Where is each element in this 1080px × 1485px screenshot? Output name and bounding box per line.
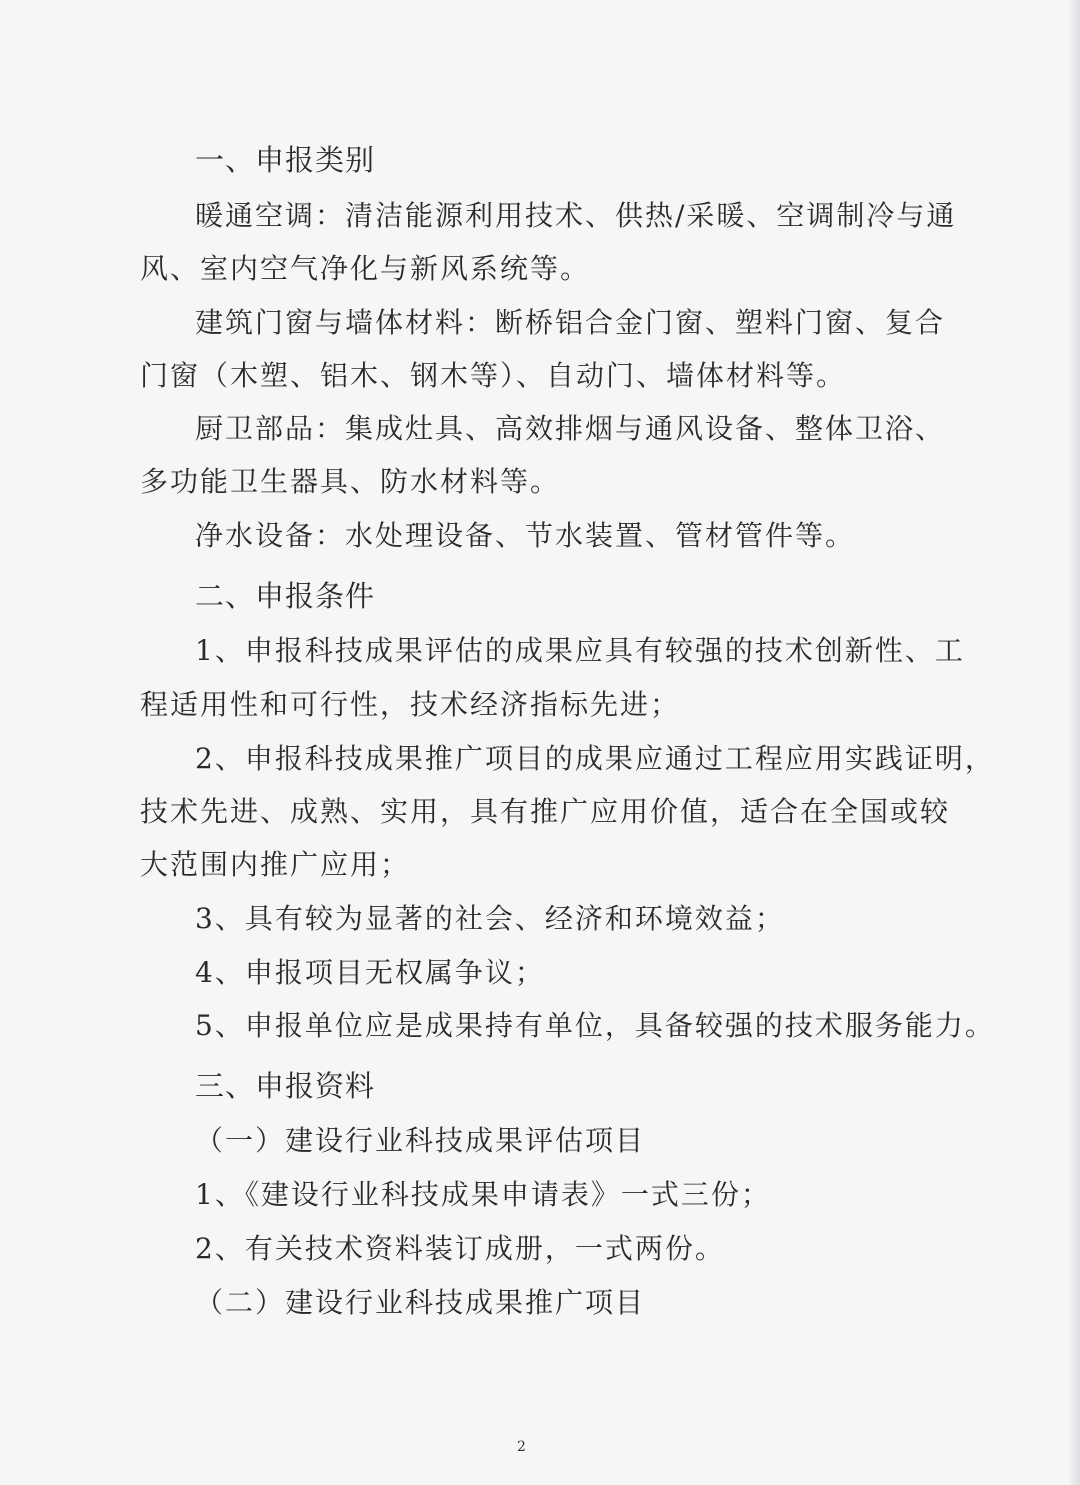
paragraph-line: 4、申报项目无权属争议； — [195, 956, 545, 989]
section-heading-conditions: 二、申报条件 — [195, 579, 376, 613]
paragraph-line: 净水设备：水处理设备、节水装置、管材管件等。 — [195, 519, 856, 552]
paragraph-line: 程适用性和可行性，技术经济指标先进； — [140, 688, 681, 721]
subheading-promotion: （二）建设行业科技成果推广项目 — [195, 1286, 646, 1319]
paragraph-line: 2、申报科技成果推广项目的成果应通过工程应用实践证明， — [195, 742, 995, 775]
paragraph-line: 风、室内空气净化与新风系统等。 — [140, 252, 591, 285]
paragraph-line: 2、有关技术资料装订成册，一式两份。 — [195, 1232, 725, 1265]
paragraph-line: 大范围内推广应用； — [140, 848, 411, 881]
page-number: 2 — [517, 1439, 526, 1455]
paragraph-line: 技术先进、成熟、实用，具有推广应用价值，适合在全国或较 — [140, 795, 951, 828]
paragraph-line: 厨卫部品：集成灶具、高效排烟与通风设备、整体卫浴、 — [195, 412, 946, 445]
section-heading-categories: 一、申报类别 — [195, 143, 376, 177]
paragraph-line: 建筑门窗与墙体材料：断桥铝合金门窗、塑料门窗、复合 — [195, 306, 946, 339]
paragraph-line: 3、具有较为显著的社会、经济和环境效益； — [195, 902, 785, 935]
paragraph-line: 多功能卫生器具、防水材料等。 — [140, 465, 561, 498]
scan-edge-shadow — [1068, 0, 1080, 1485]
paragraph-line: 1、申报科技成果评估的成果应具有较强的技术创新性、工 — [195, 634, 965, 667]
paragraph-line: 1、《建设行业科技成果申请表》一式三份； — [195, 1178, 771, 1211]
paragraph-line: 门窗（木塑、铝木、钢木等）、自动门、墙体材料等。 — [140, 359, 847, 392]
paragraph-line: 暖通空调：清洁能源利用技术、供热/采暖、空调制冷与通 — [195, 199, 957, 232]
subheading-evaluation: （一）建设行业科技成果评估项目 — [195, 1124, 646, 1157]
paragraph-line: 5、申报单位应是成果持有单位，具备较强的技术服务能力。 — [195, 1009, 995, 1042]
section-heading-materials: 三、申报资料 — [195, 1069, 376, 1103]
